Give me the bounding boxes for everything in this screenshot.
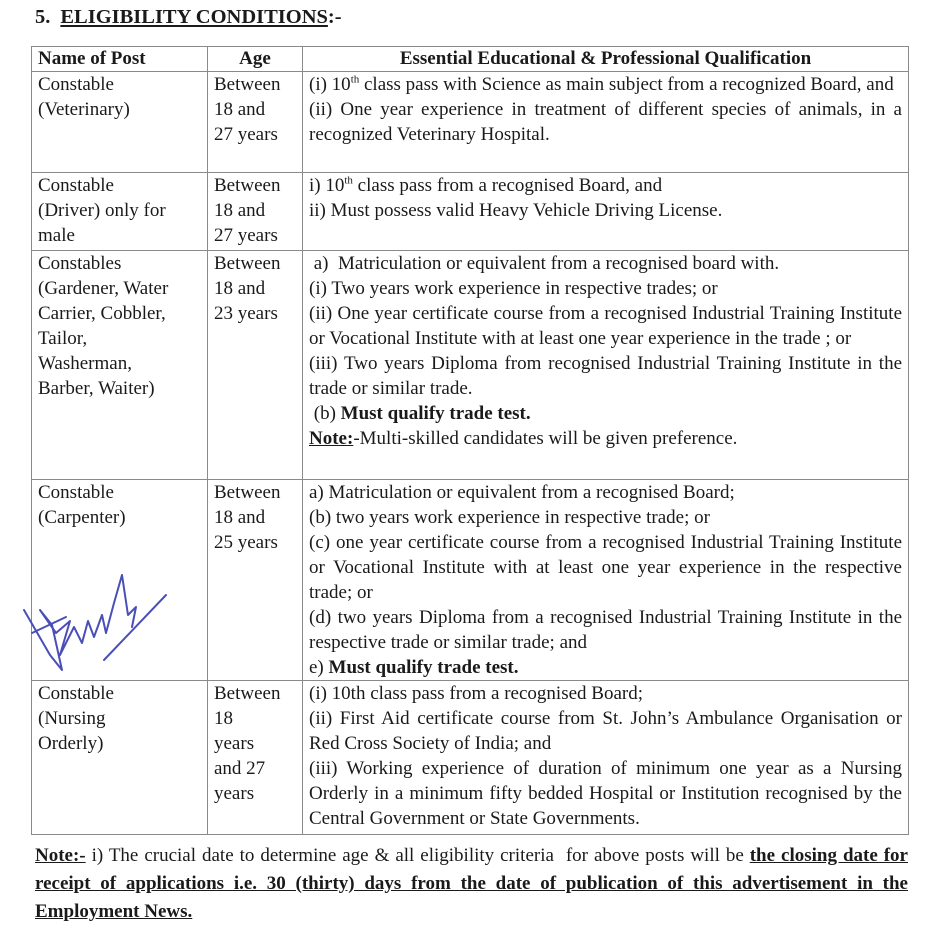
qualification-item	[309, 401, 902, 426]
post-name-line: (Nursing	[38, 708, 106, 729]
footnote-text: i) The crucial date to determine age & all eligibility criteria for above posts will be	[85, 845, 750, 866]
qualification-item: a) Matriculation or equivalent from a recognised Board;	[309, 482, 735, 503]
post-name-line: Constable	[38, 683, 114, 704]
qual-text: e)	[309, 657, 329, 678]
post-name-line: Barber, Waiter)	[38, 378, 155, 399]
age-line: 18 and	[214, 200, 266, 221]
qualification-item	[309, 173, 902, 198]
qual-text: class pass with Science as main subject from a recognized Board, and	[359, 74, 894, 95]
age-line: 18 and	[214, 99, 266, 120]
footnote-label: Note:-	[35, 845, 86, 866]
header-qualification: Essential Educational & Professional Qualification	[303, 47, 909, 72]
age-line: Between	[214, 683, 281, 704]
qualification-note	[309, 426, 902, 451]
post-name-cell	[32, 251, 208, 480]
header-name-of-post: Name of Post	[32, 47, 208, 72]
qualification-item: (i) Two years work experience in respective trades; or	[309, 278, 718, 299]
eligibility-table	[31, 46, 909, 835]
qualification-item: (ii) One year certificate course from a recognised Industrial Training Institute or Vocational Institute with at least one year experience in the trade ; or	[309, 303, 902, 349]
post-name-line: (Gardener, Water	[38, 278, 169, 299]
age-line: years	[214, 783, 255, 804]
qualification-item: (ii) One year experience in treatment of different species of animals, in a recognized Veterinary Hospital.	[309, 99, 902, 145]
age-line: Between	[214, 253, 281, 274]
post-name-line: Constable	[38, 482, 114, 503]
qualification-item: ii) Must possess valid Heavy Vehicle Driving License.	[309, 200, 723, 221]
age-line: 27 years	[214, 124, 278, 145]
qualification-item	[309, 655, 902, 680]
table-row	[32, 251, 909, 480]
qualification-item: (iii) Working experience of duration of minimum one year as a Nursing Orderly in a minimum fifty bedded Hospital or Institution recognised by the Central Government or State Governments.	[309, 758, 902, 829]
note-label: Note:	[309, 428, 354, 449]
age-line: Between	[214, 74, 281, 95]
qualification-cell	[303, 72, 909, 173]
qualification-item: (iii) Two years Diploma from recognised Industrial Training Institute in the trade or similar trade.	[309, 353, 902, 399]
post-name-line: Constable	[38, 74, 114, 95]
age-cell	[208, 72, 303, 173]
table-row	[32, 72, 909, 173]
table-row	[32, 681, 909, 835]
section-number: 5.	[35, 6, 51, 28]
qualification-item: (ii) First Aid certificate course from St. John’s Ambulance Organisation or Red Cross Society of India; and	[309, 708, 902, 754]
age-cell	[208, 173, 303, 251]
age-cell	[208, 681, 303, 835]
post-name-line: (Carpenter)	[38, 507, 126, 528]
age-line: 18	[214, 708, 233, 729]
signature-icon	[10, 555, 170, 675]
post-name-line: male	[38, 225, 75, 246]
post-name-line: Carrier, Cobbler,	[38, 303, 166, 324]
trade-test-requirement: Must qualify trade test.	[340, 403, 531, 424]
qualification-item: a) Matriculation or equivalent from a recognised board with.	[309, 253, 780, 274]
qual-text: class pass from a recognised Board, and	[352, 175, 663, 196]
post-name-line: Washerman,	[38, 353, 132, 374]
trade-test-requirement: Must qualify trade test.	[328, 657, 519, 678]
footnote-closing-date: the closing date for receipt of applications i.e. 30 (thirty) days from the date of publication of this advertisement in the Employment News.	[35, 845, 908, 922]
footnote	[35, 842, 908, 926]
qualification-cell	[303, 681, 909, 835]
qualification-item: (c) one year certificate course from a recognised Industrial Training Institute or Vocational Institute with at least one year experience in the respective trade; or	[309, 532, 902, 603]
ordinal-suffix: th	[344, 174, 353, 187]
age-cell	[208, 480, 303, 681]
age-line: 18 and	[214, 278, 266, 299]
age-cell	[208, 251, 303, 480]
age-line: and 27	[214, 758, 266, 779]
qualification-item: (b) two years work experience in respective trade; or	[309, 507, 710, 528]
qual-text: (i) 10	[309, 74, 351, 95]
qualification-cell	[303, 251, 909, 480]
post-name-line: (Veterinary)	[38, 99, 130, 120]
age-line: 18 and	[214, 507, 266, 528]
qual-text: i) 10	[309, 175, 345, 196]
note-text: -Multi-skilled candidates will be given preference.	[353, 428, 738, 449]
header-age: Age	[208, 47, 303, 72]
post-name-line: (Driver) only for	[38, 200, 166, 221]
post-name-line: Constables	[38, 253, 122, 274]
section-title-suffix: :-	[327, 6, 342, 28]
table-header-row	[32, 47, 909, 72]
qualification-cell	[303, 480, 909, 681]
ordinal-suffix: th	[350, 73, 360, 86]
post-name-cell	[32, 173, 208, 251]
section-title: ELIGIBILITY CONDITIONS	[60, 6, 328, 28]
post-name-line: Constable	[38, 175, 114, 196]
age-line: years	[214, 733, 255, 754]
qualification-item	[309, 72, 902, 97]
qual-text: (b)	[309, 403, 341, 424]
qualification-item: (d) two years Diploma from a recognised Industrial Training Institute in the respective trade or similar trade; and	[309, 607, 902, 653]
section-heading	[35, 6, 342, 29]
age-line: 23 years	[214, 303, 278, 324]
table-row	[32, 173, 909, 251]
post-name-line: Tailor,	[38, 328, 88, 349]
qualification-cell	[303, 173, 909, 251]
age-line: 27 years	[214, 225, 278, 246]
post-name-cell	[32, 681, 208, 835]
age-line: Between	[214, 482, 281, 503]
qualification-item: (i) 10th class pass from a recognised Board;	[309, 683, 643, 704]
age-line: 25 years	[214, 532, 278, 553]
post-name-line: Orderly)	[38, 733, 104, 754]
age-line: Between	[214, 175, 281, 196]
post-name-cell	[32, 72, 208, 173]
